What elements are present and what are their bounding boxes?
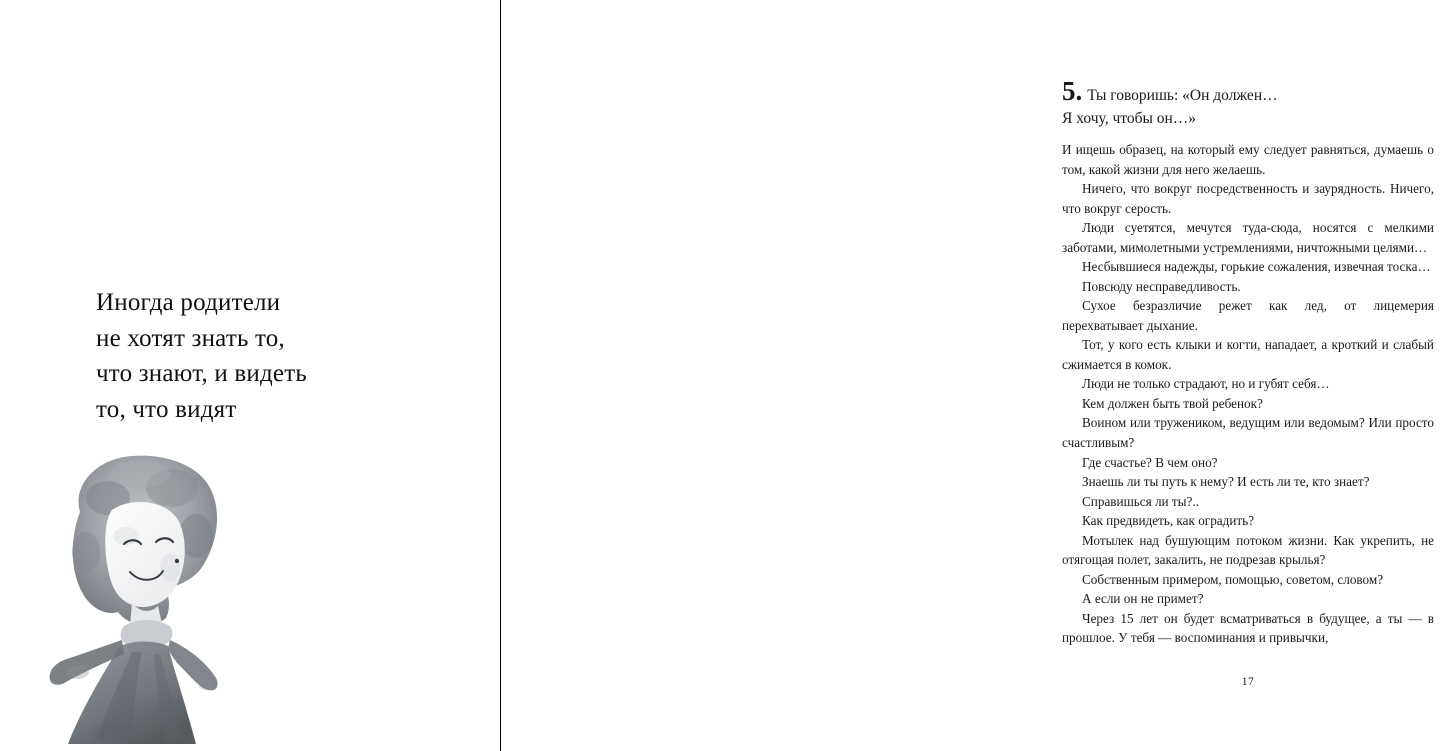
paragraph: Через 15 лет он будет всматриваться в будущее, а ты — в прошлое. У тебя — воспоминания и привычки, [1062, 610, 1434, 646]
chapter-heading [1062, 78, 1442, 131]
pull-quote [96, 285, 426, 427]
paragraph: Ничего, что вокруг посредственность и заурядность. Ничего, что вокруг серость. [1062, 181, 1434, 216]
pull-quote-line-3: что знают, и видеть [96, 360, 307, 387]
paragraph: Люди суетятся, мечутся туда-сюда, носятся с мелкими заботами, мимолетными устремлениями, ничтожными целями… [1062, 220, 1434, 255]
page-number: 17 [1241, 676, 1255, 688]
paragraph: Как предвидеть, как оградить? [1082, 513, 1255, 529]
chapter-number: 5. [1062, 76, 1083, 106]
paragraph: Тот, у кого есть клыки и когти, нападает, а кроткий и слабый сжимается в комок. [1062, 337, 1434, 372]
paragraph: Где счастье? В чем оно? [1082, 454, 1218, 470]
paragraph: Знаешь ли ты путь к нему? И есть ли те, кто знает? [1082, 474, 1370, 490]
right-page [500, 0, 1434, 751]
paragraph: И ищешь образец, на который ему следует равняться, думаешь о том, какой жизни для него желаешь. [1062, 142, 1434, 177]
body-text-column [1062, 140, 1434, 648]
paragraph: Сухое безразличие режет как лед, от лицемерия перехватывает дыхание. [1062, 298, 1434, 333]
chapter-title-line-1: Ты говоришь: «Он должен… [1087, 87, 1278, 104]
girl-illustration [20, 440, 310, 750]
paragraph: Кем должен быть твой ребенок? [1082, 395, 1263, 411]
paragraph: Собственным примером, помощью, советом, словом? [1082, 571, 1384, 587]
paragraph: А если он не примет? [1082, 591, 1204, 607]
paragraph: Несбывшиеся надежды, горькие сожаления, извечная тоска… [1082, 259, 1431, 275]
chapter-title-line-2: Я хочу, чтобы он…» [1062, 109, 1197, 127]
paragraph: Воином или тружеником, ведущим или ведомым? Или просто счастливым? [1062, 415, 1434, 450]
pull-quote-line-4: то, что видят [96, 395, 237, 423]
paragraph: Повсюду несправедливость. [1082, 278, 1241, 294]
left-page [0, 0, 500, 751]
chapter-title [1062, 87, 1442, 131]
paragraph: Люди не только страдают, но и губят себя… [1082, 376, 1330, 392]
pull-quote-line-1: Иногда родители [96, 289, 281, 316]
paragraph: Мотылек над бушующим потоком жизни. Как укрепить, не отягощая полет, закалить, не подрезав крылья? [1062, 532, 1434, 568]
paragraph: Справишься ли ты?.. [1082, 493, 1199, 509]
pull-quote-line-2: не хотят знать то, [96, 324, 285, 352]
